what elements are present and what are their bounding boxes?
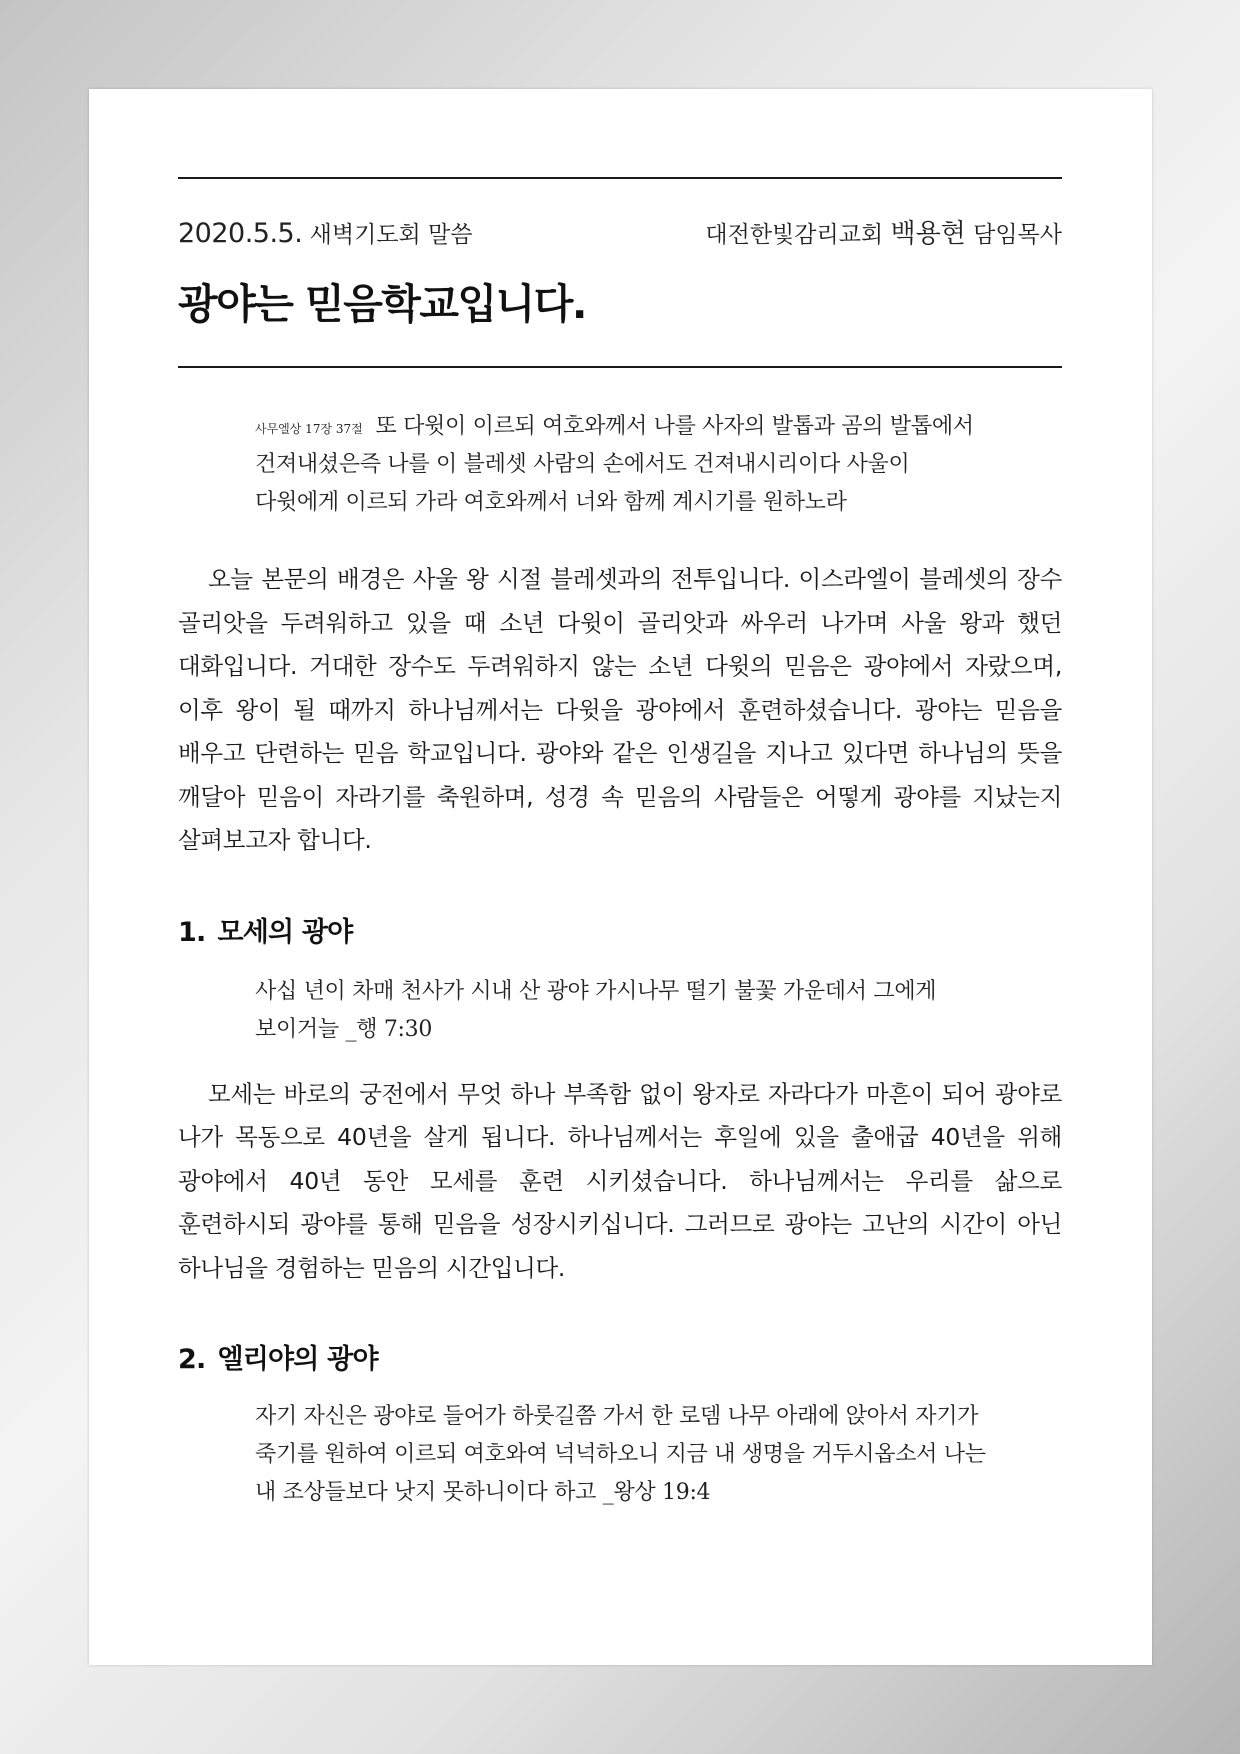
intro-paragraph: 오늘 본문의 배경은 사울 왕 시절 블레셋과의 전투입니다. 이스라엘이 블레셋의 장수 골리앗을 두려워하고 있을 때 소년 다윗이 골리앗과 싸우러 나가며 사울 왕과 했던 대화입니다. 거대한 장수도 두려워하지 않는 소년 다윗의 믿음은 광야에서 자랐으며, 이후 왕이 될 때까지 하나님께서는 다윗을 광야에서 훈련하셨습니다. 광야는 믿음을 배우고 단련하는 믿음 학교입니다. 광야와 같은 인생길을 지나고 있다면 하나님의 뜻을 깨달아 믿음이 자라기를 축원하며, 성경 속 믿음의 사람들은 어떻게 광야를 지났는지 살펴보고자 합니다. [178, 565, 1062, 854]
service-name: 새벽기도회 말씀 [309, 222, 473, 248]
document-header [178, 219, 1062, 250]
verse-reference: 사무엘상 17장 37절 [255, 422, 363, 436]
section-heading-elijah [178, 1340, 1062, 1380]
document-content [178, 177, 1062, 1512]
opening-verse [255, 408, 986, 522]
sermon-date: 2020.5.5. [178, 218, 303, 249]
section-paragraph-moses: 모세는 바로의 궁전에서 무엇 하나 부족함 없이 왕자로 자라다가 마흔이 되어 광야로 나가 목동으로 40년을 살게 됩니다. 하나님께서는 후일에 있을 출애굽 40년을 위해 광야에서 40년 동안 모세를 훈련 시키셨습니다. 하나님께서는 우리를 삶으로 훈련하시되 광야를 통해 믿음을 성장시키십니다. 그러므로 광야는 고난의 시간이 아닌 하나님을 경험하는 믿음의 시간입니다. [178, 1079, 1062, 1282]
top-rule [178, 177, 1062, 179]
section-title: 엘리야의 광야 [217, 1344, 378, 1375]
header-right [705, 219, 1062, 250]
verse-text: 또 다윗이 이르되 여호와께서 나를 사자의 발톱과 곰의 발톱에서 건져내셨은즉 나를 이 블레셋 사람의 손에서도 건져내시리이다 사울이 다윗에게 이르되 가라 여호와께서 너와 함께 계시기를 원하노라 [255, 414, 974, 515]
header-left [178, 219, 472, 250]
pastor-name: 백용현 [890, 219, 966, 249]
section-number: 1. [178, 916, 206, 948]
document-page [89, 89, 1152, 1665]
section-number: 2. [178, 1344, 206, 1375]
title-rule [178, 366, 1062, 368]
section-verse-moses: 사십 년이 차매 천사가 시내 산 광야 가시나무 떨기 불꽃 가운데서 그에게 보이거늘 _행 7:30 [255, 978, 937, 1042]
section-verse-elijah: 자기 자신은 광야로 들어가 하룻길쯤 가서 한 로뎀 나무 아래에 앉아서 자기가 죽기를 원하여 이르되 여호와여 넉넉하오니 지금 내 생명을 거두시옵소서 나는 내 조상들보다 낫지 못하니이다 하고 _왕상 19:4 [255, 1404, 986, 1505]
church-name: 대전한빛감리교회 [705, 222, 884, 248]
section-title: 모세의 광야 [217, 916, 353, 948]
document-title: 광야는 믿음학교입니다. [178, 280, 586, 328]
pastor-title: 담임목사 [973, 222, 1062, 248]
section-heading-moses [178, 913, 1062, 953]
